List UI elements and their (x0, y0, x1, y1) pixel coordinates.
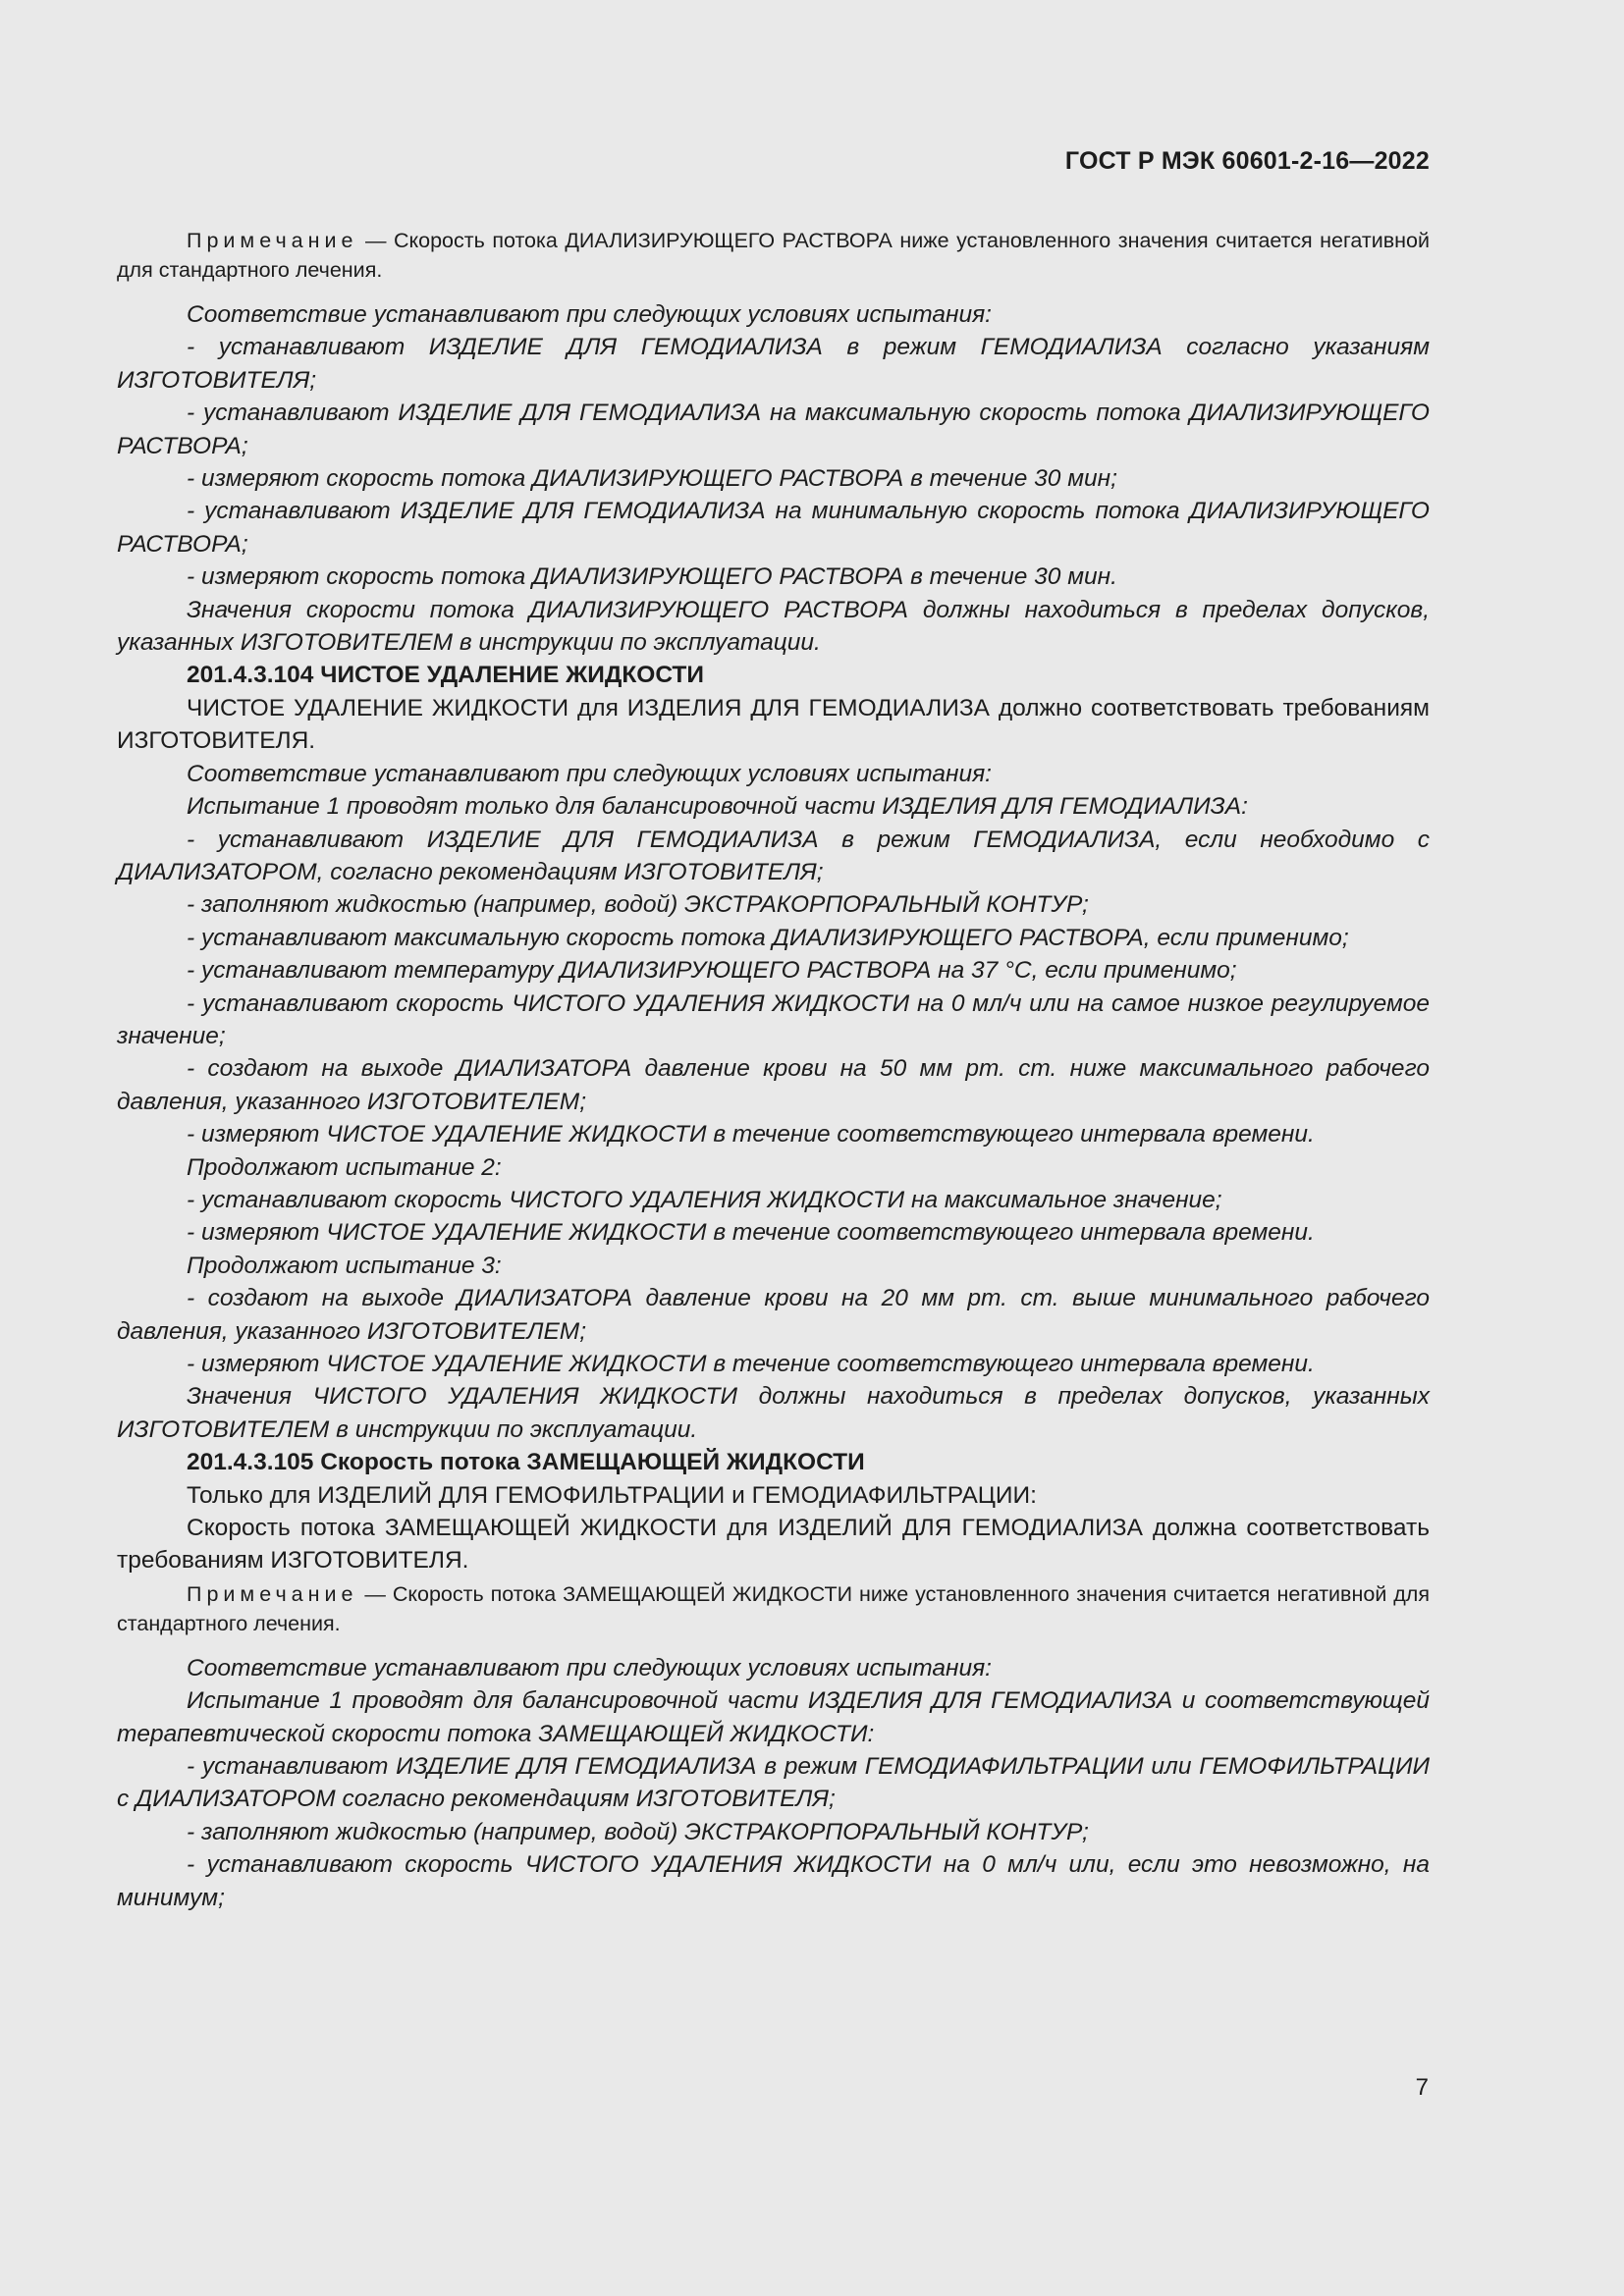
paragraph: Продолжают испытание 2: (187, 1153, 502, 1181)
paragraph: - устанавливают скорость ЧИСТОГО УДАЛЕНИЯ ЖИДКОСТИ на максимальное значение; (187, 1186, 1222, 1213)
paragraph: Соответствие устанавливают при следующих условиях испытания: (187, 1654, 992, 1682)
paragraph: - устанавливают температуру ДИАЛИЗИРУЮЩЕГО РАСТВОРА на 37 °С, если применимо; (187, 957, 1237, 985)
paragraph: - устанавливают скорость ЧИСТОГО УДАЛЕНИЯ ЖИДКОСТИ на 0 мл/ч или на самое низкое регулируемое значение; (117, 989, 1430, 1049)
paragraph: Испытание 1 проводят только для балансировочной части ИЗДЕЛИЯ ДЛЯ ГЕМОДИАЛИЗА: (187, 793, 1248, 821)
paragraph: Продолжают испытание 3: (187, 1252, 502, 1279)
paragraph: - устанавливают ИЗДЕЛИЕ ДЛЯ ГЕМОДИАЛИЗА в режим ГЕМОДИАФИЛЬТРАЦИИ или ГЕМОФИЛЬТРАЦИИ с ДИАЛИЗАТОРОМ согласно рекомендациям ИЗГОТОВИТЕЛЯ; (117, 1753, 1430, 1813)
paragraph: - устанавливают ИЗДЕЛИЕ ДЛЯ ГЕМОДИАЛИЗА в режим ГЕМОДИАЛИЗА, если необходимо с ДИАЛИЗАТОРОМ, согласно рекомендациям ИЗГОТОВИТЕЛЯ; (117, 826, 1430, 885)
paragraph: Испытание 1 проводят для балансировочной части ИЗДЕЛИЯ ДЛЯ ГЕМОДИАЛИЗА и соответствующей терапевтической скорости потока ЗАМЕЩАЮЩЕЙ ЖИДКОСТИ: (117, 1687, 1430, 1747)
paragraph: - устанавливают ИЗДЕЛИЕ ДЛЯ ГЕМОДИАЛИЗА в режим ГЕМОДИАЛИЗА согласно указаниям ИЗГОТОВИТЕЛЯ; (117, 334, 1430, 394)
paragraph: - устанавливают максимальную скорость потока ДИАЛИЗИРУЮЩЕГО РАСТВОРА, если применимо; (187, 924, 1349, 951)
paragraph: - измеряют ЧИСТОЕ УДАЛЕНИЕ ЖИДКОСТИ в течение соответствующего интервала времени. (187, 1351, 1315, 1377)
note-label: Примечание (187, 1581, 358, 1606)
section-heading: 201.4.3.104 ЧИСТОЕ УДАЛЕНИЕ ЖИДКОСТИ (187, 662, 705, 689)
paragraph: - устанавливают ИЗДЕЛИЕ ДЛЯ ГЕМОДИАЛИЗА на максимальную скорость потока ДИАЛИЗИРУЮЩЕГО РАСТВОРА; (117, 400, 1430, 459)
document-header: ГОСТ Р МЭК 60601-2-16—2022 (1064, 147, 1430, 175)
paragraph: - устанавливают скорость ЧИСТОГО УДАЛЕНИЯ ЖИДКОСТИ на 0 мл/ч или, если это невозможно, на минимум; (117, 1851, 1430, 1911)
paragraph: - измеряют скорость потока ДИАЛИЗИРУЮЩЕГО РАСТВОРА в течение 30 мин. (187, 563, 1117, 591)
paragraph: Значения скорости потока ДИАЛИЗИРУЮЩЕГО РАСТВОРА должны находиться в пределах допусков, указанных ИЗГОТОВИТЕЛЕМ в инструкции по эксплуатации. (117, 596, 1430, 657)
paragraph: - заполняют жидкостью (например, водой) ЭКСТРАКОРПОРАЛЬНЫЙ КОНТУР; (187, 1818, 1089, 1845)
paragraph: - создают на выходе ДИАЛИЗАТОРА давление крови на 20 мм рт. ст. выше минимального рабочего давления, указанного ИЗГОТОВИТЕЛЕМ; (117, 1285, 1430, 1345)
note-paragraph (117, 1579, 1430, 1638)
section-heading: 201.4.3.105 Скорость потока ЗАМЕЩАЮЩЕЙ ЖИДКОСТИ (187, 1449, 865, 1476)
paragraph: Значения ЧИСТОГО УДАЛЕНИЯ ЖИДКОСТИ должны находиться в пределах допусков, указанных ИЗГОТОВИТЕЛЕМ в инструкции по эксплуатации. (117, 1383, 1430, 1443)
paragraph: Скорость потока ЗАМЕЩАЮЩЕЙ ЖИДКОСТИ для ИЗДЕЛИЙ ДЛЯ ГЕМОДИАЛИЗА должна соответствовать требованиям ИЗГОТОВИТЕЛЯ. (117, 1515, 1430, 1575)
note-paragraph (117, 226, 1430, 285)
paragraph: - измеряют ЧИСТОЕ УДАЛЕНИЕ ЖИДКОСТИ в течение соответствующего интервала времени. (187, 1219, 1315, 1247)
paragraph: - заполняют жидкостью (например, водой) ЭКСТРАКОРПОРАЛЬНЫЙ КОНТУР; (187, 891, 1089, 919)
note-label: Примечание (187, 229, 358, 252)
paragraph: - измеряют ЧИСТОЕ УДАЛЕНИЕ ЖИДКОСТИ в течение соответствующего интервала времени. (187, 1121, 1315, 1148)
paragraph: - измеряют скорость потока ДИАЛИЗИРУЮЩЕГО РАСТВОРА в течение 30 мин; (187, 465, 1117, 493)
paragraph: Соответствие устанавливают при следующих условиях испытания: (187, 301, 992, 328)
paragraph: Соответствие устанавливают при следующих условиях испытания: (187, 760, 992, 787)
paragraph: - устанавливают ИЗДЕЛИЕ ДЛЯ ГЕМОДИАЛИЗА на минимальную скорость потока ДИАЛИЗИРУЮЩЕГО РАСТВОРА; (117, 498, 1430, 558)
note-text: — Скорость потока ДИАЛИЗИРУЮЩЕГО РАСТВОРА ниже установленного значения считается негативной для стандартного лечения. (117, 229, 1430, 282)
paragraph: - создают на выходе ДИАЛИЗАТОРА давление крови на 50 мм рт. ст. ниже максимального рабочего давления, указанного ИЗГОТОВИТЕЛЕМ; (117, 1055, 1430, 1115)
paragraph: Только для ИЗДЕЛИЙ ДЛЯ ГЕМОФИЛЬТРАЦИИ и ГЕМОДИАФИЛЬТРАЦИИ: (187, 1481, 1037, 1509)
note-text: — Скорость потока ЗАМЕЩАЮЩЕЙ ЖИДКОСТИ ниже установленного значения считается негативной для стандартного лечения. (117, 1581, 1430, 1635)
paragraph: ЧИСТОЕ УДАЛЕНИЕ ЖИДКОСТИ для ИЗДЕЛИЯ ДЛЯ ГЕМОДИАЛИЗА должно соответствовать требованиям ИЗГОТОВИТЕЛЯ. (117, 694, 1430, 755)
document-body (117, 224, 1430, 1914)
page-number: 7 (1415, 2074, 1429, 2101)
